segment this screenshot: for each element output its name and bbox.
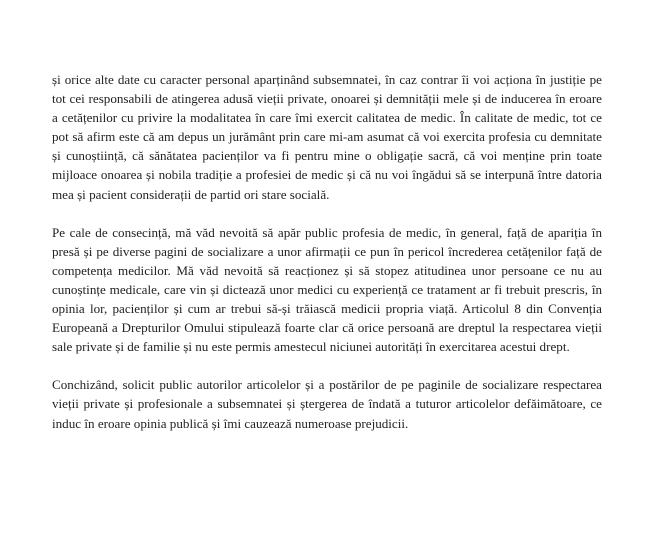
paragraph-personal-data: și orice alte date cu caracter personal aparținând subsemnatei, în caz contrar îi voi acționa în justiție pe tot cei responsabili de atingerea adusă vieții private, onoarei și demnității mele și de inducerea în eroare a cetățenilor cu privire la modalitatea în care îmi exercit calitatea de medic. În calitate de medic, tot ce pot să afirm este că am depus un jurământ prin care mi-am asumat că voi exercita profesia cu demnitate și cunoștiință, că sănătatea pacienților va fi pentru mine o obligație sacră, că voi menține prin toate mijloace onoarea și nobila tradiție a profesiei de medic și că nu voi îngădui să se interpună între datoria mea și pacient considerații de partid ori stare socială. xyxy=(52,72,602,202)
document-body xyxy=(52,70,602,433)
paragraph-conclusion: Conchizând, solicit public autorilor articolelor și a postărilor de pe paginile de socializare respectarea vieții private și profesionale a subsemnatei și ștergerea de îndată a tuturor articolelor defăimătoare, ce induc în eroare opinia publică și îmi cauzează numeroase prejudicii. xyxy=(52,377,602,431)
paragraph-defense-of-profession: Pe cale de consecință, mă văd nevoită să apăr public profesia de medic, în general, față de apariția în presă și pe diverse pagini de socializare a unor afirmații ce pun în pericol încrederea cetățenilor față de competența medicilor. Mă văd nevoită să reacționez și să stopez atitudinea unor persoane ce nu au cunoștințe medicale, care vin și dictează unor medici cu experiență ce tratament ar fi trebuit prescris, în opinia lor, pacienților și cum ar trebui să-și trăiască medicii propria viață. Articolul 8 din Convenția Europeană a Drepturilor Omului stipulează foarte clar că orice persoană are dreptul la respectarea vieții sale private și de familie și nu este permis amestecul niciunei autorități în exercitarea acestui drept. xyxy=(52,224,602,355)
